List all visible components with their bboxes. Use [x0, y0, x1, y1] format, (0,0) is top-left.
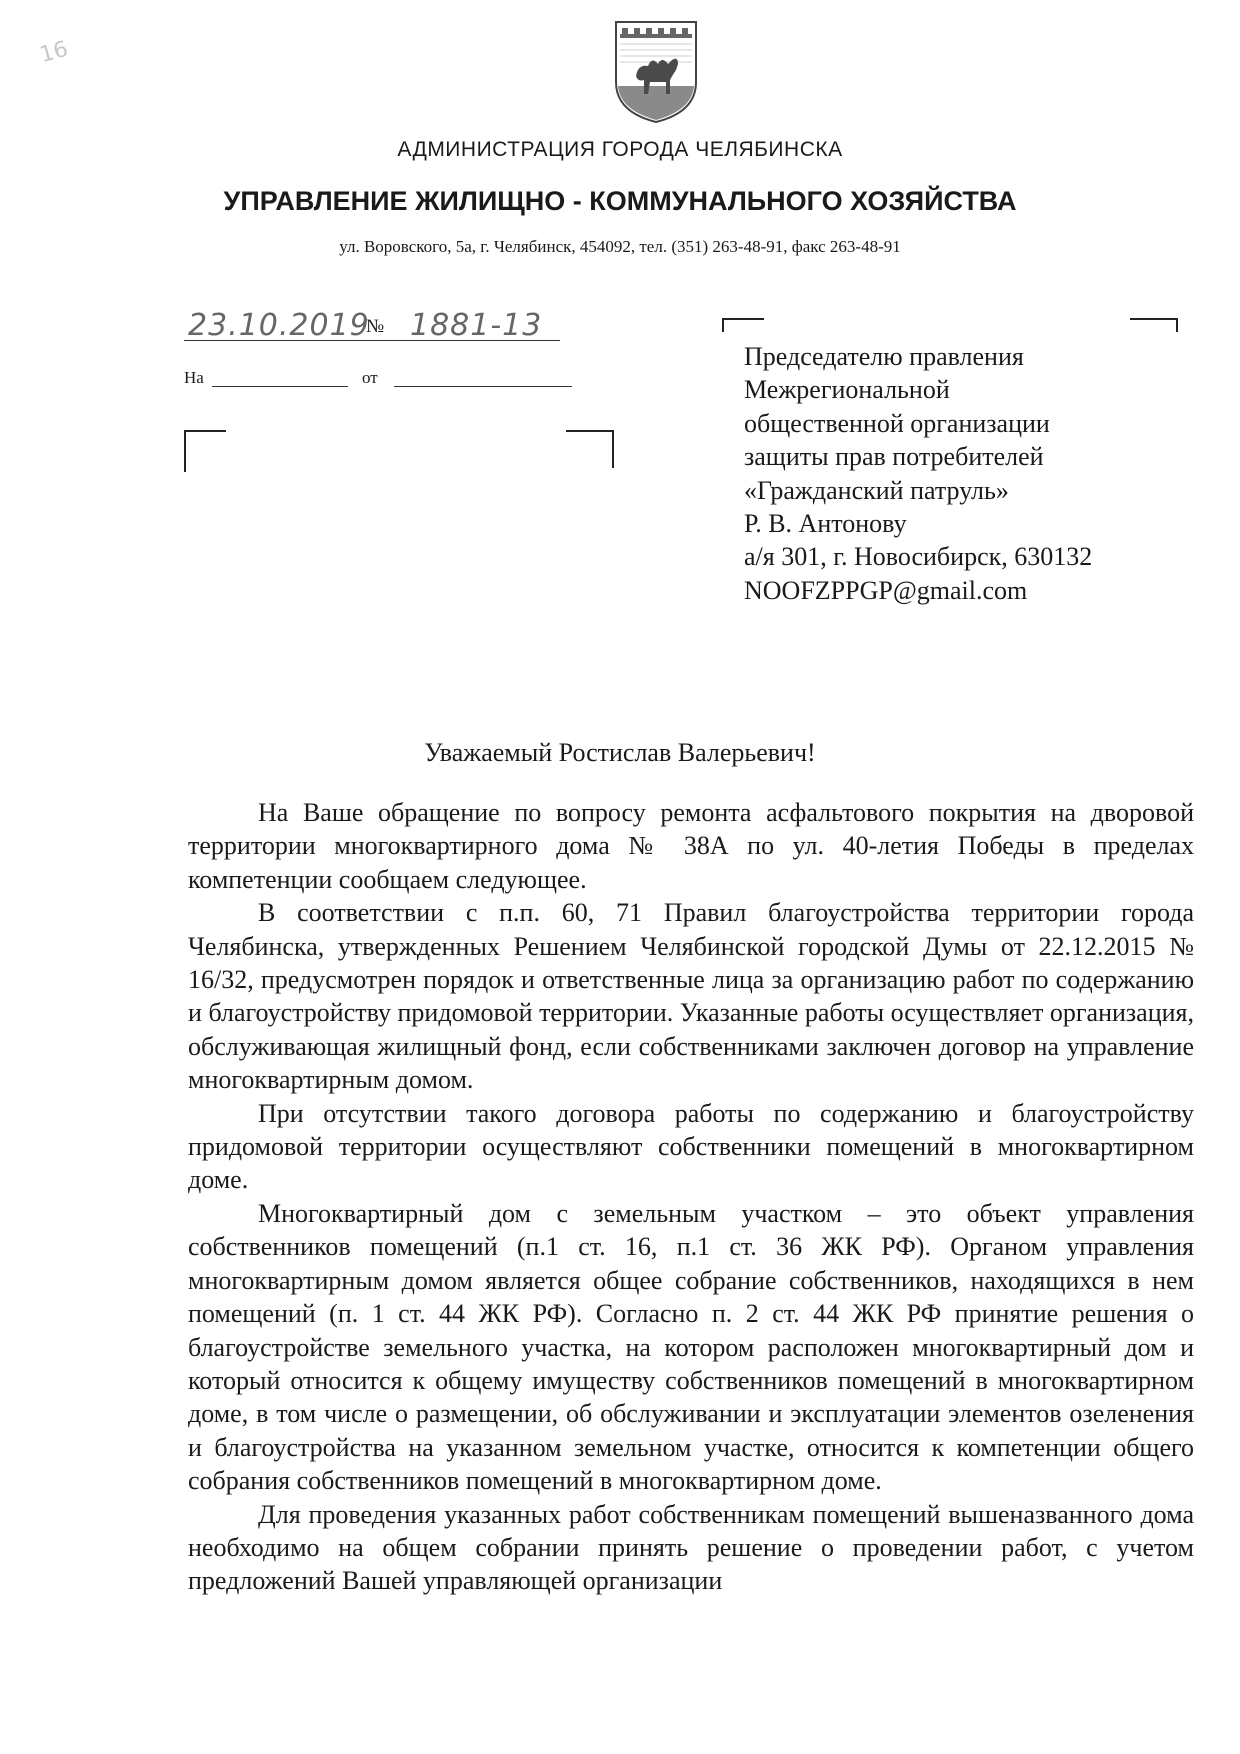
- recipient-line: Председателю правления: [744, 342, 1024, 371]
- body-paragraph: На Ваше обращение по вопросу ремонта асфальтового покрытия на дворовой территории многоквартирного дома № 38А по ул. 40-летия Победы в пределах компетенции сообщаем следующее.: [188, 798, 1194, 894]
- addressee-right-corner-mark: [1130, 318, 1178, 332]
- administration-title: АДМИНИСТРАЦИЯ ГОРОДА ЧЕЛЯБИНСКА: [397, 138, 843, 161]
- registration-number: 1881-13: [410, 308, 543, 343]
- recipient-line: «Гражданский патруль»: [744, 475, 1009, 505]
- letter-body: [188, 796, 1194, 1598]
- reference-date-blank: [394, 386, 572, 387]
- body-paragraph: При отсутствии такого договора работы по содержанию и благоустройству придомовой территории осуществляют собственники помещений в многоквартирном доме.: [188, 1098, 1194, 1195]
- body-paragraph: Для проведения указанных работ собственникам помещений вышеназванного дома необходимо на общем собрании принять решение о проведении работ, с учетом предложений Вашей управляющей организации: [188, 1499, 1194, 1596]
- archive-page-mark: 16: [37, 36, 71, 69]
- body-paragraph: В соответствии с п.п. 60, 71 Правил благоустройства территории города Челябинска, утвержденных Решением Челябинской городской Думы от 22.12.2015 № 16/32, предусмотрен порядок и ответственные лица за организацию работ по содержанию и благоустройству придомовой территории. Указанные работы осуществляет организация, обслуживающая жилищный фонд, если собственниками заключен договор на управление многоквартирным домом.: [188, 898, 1194, 1095]
- recipient-name: Р. В. Антонову: [744, 509, 907, 539]
- registration-line: [184, 308, 560, 341]
- body-paragraph: Многоквартирный дом с земельным участком – это объект управления собственников помещений (п.1 ст. 16, п.1 ст. 36 ЖК РФ). Органом управления многоквартирным домом является общее собрание собственников, находящихся в нем помещений (п. 1 ст. 44 ЖК РФ). Согласно п. 2 ст. 44 ЖК РФ принятие решения о благоустройстве земельного участка, на котором расположен многоквартирный дом и который относится к общему имуществу собственников помещений в многоквартирном доме, в том числе о размещении, об обслуживании и эксплуатации элементов озеленения и благоустройства на указанном земельном участке, относится к компетенции общего собрания собственников помещений в многоквартирном доме.: [188, 1198, 1194, 1496]
- recipient-line: общественной организации: [744, 408, 1050, 438]
- reference-from-label: от: [362, 368, 378, 387]
- registration-number-label: №: [366, 316, 385, 337]
- recipient-address: а/я 301, г. Новосибирск, 630132: [744, 542, 1093, 572]
- department-address: ул. Воровского, 5а, г. Челябинск, 454092, тел. (351) 263-48-91, факс 263-48-91: [339, 237, 901, 256]
- addressee-left-corner-mark: [722, 318, 764, 332]
- reference-number-blank: [212, 386, 348, 387]
- recipient-block: [744, 340, 1164, 607]
- left-corner-mark: [184, 430, 226, 472]
- registration-date: 23.10.2019: [188, 308, 370, 343]
- reference-on-label: На: [184, 368, 204, 387]
- recipient-email: NOOFZPPGP@gmail.com: [744, 575, 1028, 605]
- department-title: УПРАВЛЕНИЕ ЖИЛИЩНО - КОММУНАЛЬНОГО ХОЗЯЙСТВА: [223, 186, 1017, 216]
- reference-line: [184, 368, 574, 392]
- city-coat-of-arms-icon: [614, 20, 698, 124]
- recipient-line: защиты прав потребителей: [744, 442, 1044, 472]
- recipient-line: Межрегиональной: [744, 375, 950, 405]
- right-corner-mark: [566, 430, 614, 468]
- salutation: Уважаемый Ростислав Валерьевич!: [424, 738, 816, 767]
